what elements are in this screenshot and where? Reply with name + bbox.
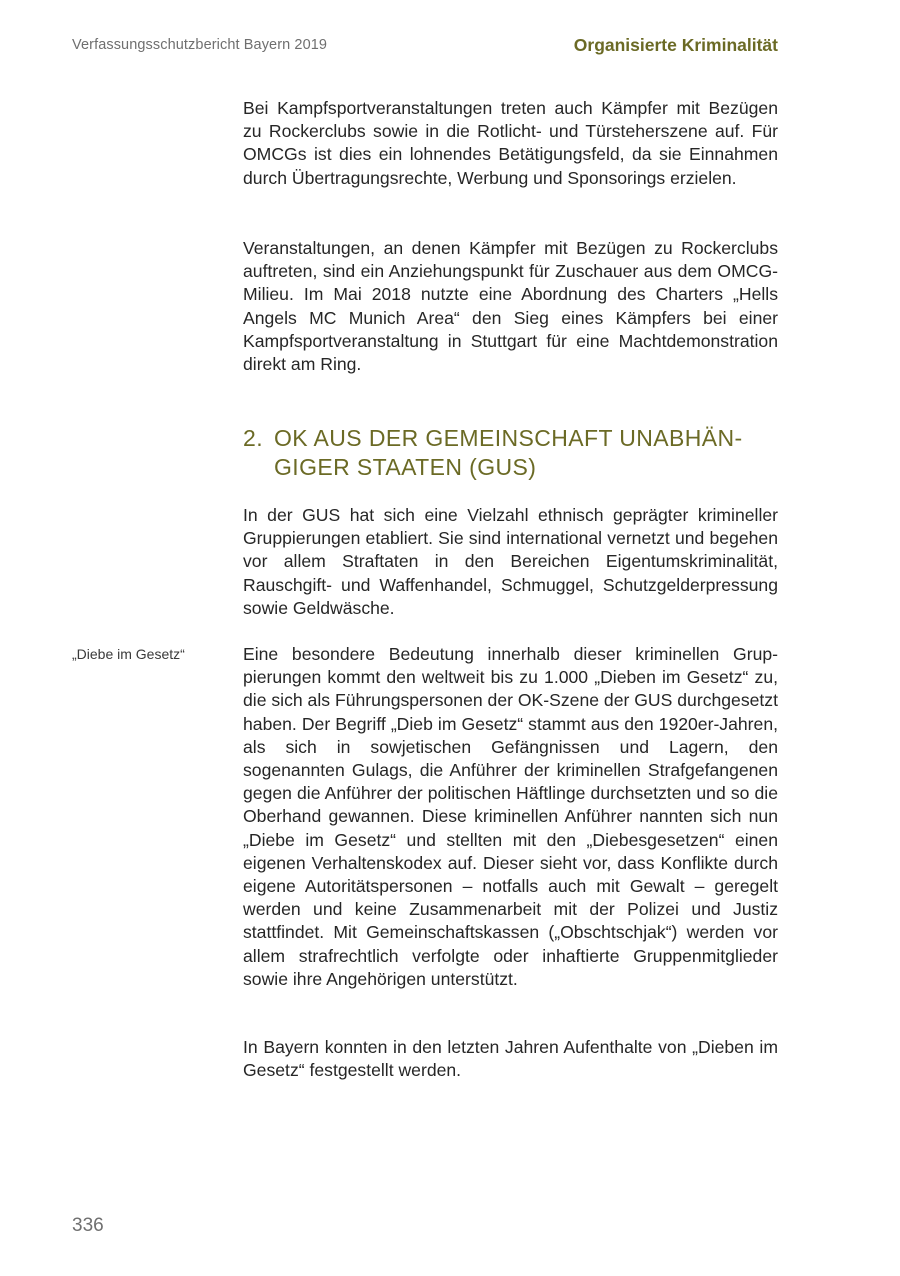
section-title-line1: OK AUS DER GEMEINSCHAFT UNABHÄN- bbox=[274, 425, 743, 451]
body-paragraph-kampfsport: Bei Kampfsportveranstaltungen treten auch Kämpfer mit Bezügen zu Rockerclubs sowie in die Rotlicht- und Türsteherszene auf. Für OMCGs ist dies ein lohnendes Betätigungsfeld, da sie Einnahmen durch Übertragungsrechte, Werbung und Sponsorings erzielen. bbox=[243, 98, 778, 188]
section-number: 2. bbox=[243, 425, 263, 451]
running-header-chapter: Organisierte Kriminalität bbox=[573, 35, 778, 55]
body-paragraph-gus-intro: In der GUS hat sich eine Vielzahl ethnisch geprägter krimineller Gruppierungen etabliert. Sie sind international vernetzt und begehen vor allem Straftaten in den Bereichen Eigentumskriminalität, Rauschgift- und Waffenhandel, Schmuggel, Schutzgelderpressung sowie Geldwäsche. bbox=[243, 505, 778, 618]
body-paragraph-bayern: In Bayern konnten in den letzten Jahren Aufenthalte von „Dieben im Gesetz“ festgestellt werden. bbox=[243, 1037, 778, 1081]
marginal-note: „Diebe im Gesetz“ bbox=[72, 646, 185, 662]
body-paragraph-veranstaltungen: Veranstaltungen, an denen Kämpfer mit Bezügen zu Rockerclubs auftreten, sind ein Anziehungspunkt für Zuschauer aus dem OMCG-Milieu. Im Mai 2018 nutzte eine Abordnung des Charters „Hells Angels MC Munich Area“ den Sieg eines Kämpfers bei einer Kampfsportveranstaltung in Stuttgart für eine Machtdemonstration direkt am Ring. bbox=[243, 238, 778, 375]
running-header-title: Verfassungsschutzbericht Bayern 2019 bbox=[72, 37, 328, 53]
page-number: 336 bbox=[72, 1215, 104, 1236]
section-heading bbox=[243, 424, 783, 482]
body-paragraph-diebe-im-gesetz: Eine besondere Bedeutung innerhalb dieser kriminellen Gruppierungen kommt den weltweit bis zu 1.000 „Dieben im Gesetz“ zu, die sich als Führungspersonen der OK-Szene der GUS durchgesetzt haben. Der Begriff „Dieb im Gesetz“ stammt aus den 1920er-Jahren, als sich in sowjetischen Gefängnissen und Lagern, den sogenannten Gulags, die Anführer der kriminellen Strafgefangenen gegen die Anführer der politischen Häftlinge durchsetzten und so die Oberhand gewannen. Diese kriminellen Anführer nannten sich nun „Diebe im Gesetz“ und stellten mit den „Diebesgesetzen“ einen eigenen Verhaltenskodex auf. Dieser sieht vor, dass Konflikte durch eigene Autoritätspersonen – notfalls auch mit Gewalt – geregelt werden und keine Zusammenarbeit mit der Polizei und Justiz stattfindet. Mit Gemeinschaftskassen („Obschtschjak“) werden vor allem strafrechtlich verfolgte oder inhaftierte Gruppenmitglieder sowie ihre Angehörigen unterstützt. bbox=[243, 644, 778, 989]
section-title-line2: GIGER STAATEN (GUS) bbox=[274, 454, 537, 480]
